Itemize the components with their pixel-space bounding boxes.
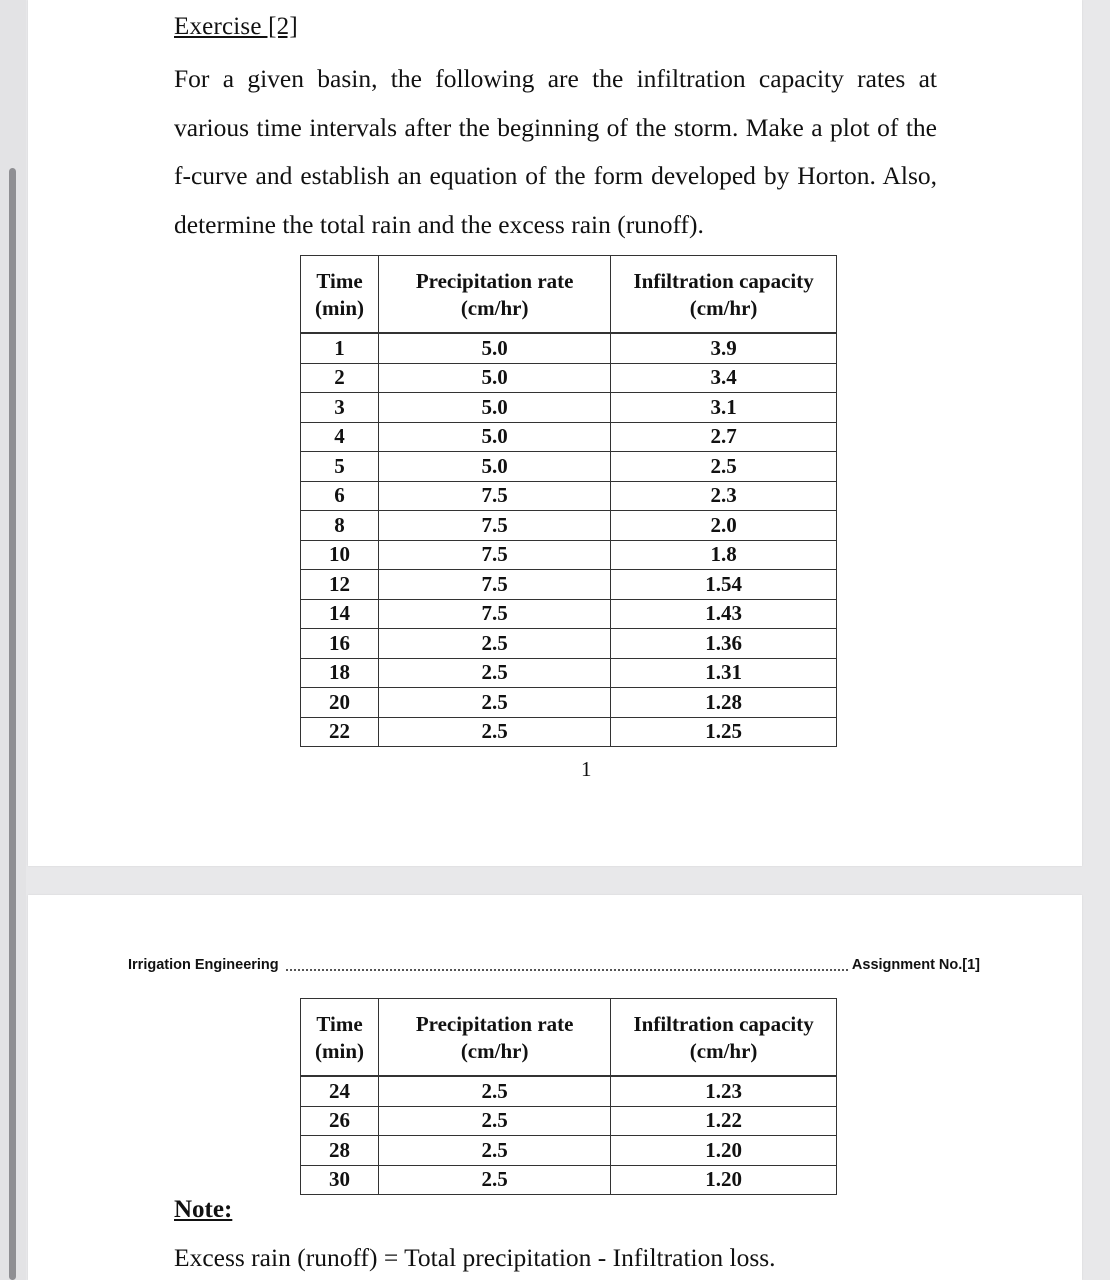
cell-time: 22 bbox=[301, 717, 379, 747]
cell-precipitation-rate: 7.5 bbox=[379, 599, 611, 629]
cell-infiltration-capacity: 3.4 bbox=[611, 363, 837, 393]
cell-precipitation-rate: 7.5 bbox=[379, 511, 611, 541]
infiltration-table-part-2 bbox=[300, 998, 837, 1195]
cell-infiltration-capacity: 1.54 bbox=[611, 570, 837, 600]
cell-precipitation-rate: 7.5 bbox=[379, 481, 611, 511]
table-header-row bbox=[301, 999, 837, 1077]
cell-time: 3 bbox=[301, 393, 379, 423]
cell-infiltration-capacity: 1.25 bbox=[611, 717, 837, 747]
cell-time: 24 bbox=[301, 1076, 379, 1106]
cell-time: 20 bbox=[301, 688, 379, 718]
header-precipitation-rate: Precipitation rate (cm/hr) bbox=[379, 256, 611, 334]
cell-infiltration-capacity: 1.23 bbox=[611, 1076, 837, 1106]
table-row bbox=[301, 688, 837, 718]
note-label: Note: bbox=[174, 1196, 233, 1223]
cell-infiltration-capacity: 1.28 bbox=[611, 688, 837, 718]
table-row bbox=[301, 1076, 837, 1106]
table-row bbox=[301, 717, 837, 747]
cell-time: 5 bbox=[301, 452, 379, 482]
running-header bbox=[128, 957, 980, 977]
table-row bbox=[301, 629, 837, 659]
header-time: Time (min) bbox=[301, 256, 379, 334]
cell-time: 14 bbox=[301, 599, 379, 629]
table-row bbox=[301, 333, 837, 363]
cell-precipitation-rate: 2.5 bbox=[379, 717, 611, 747]
cell-infiltration-capacity: 2.7 bbox=[611, 422, 837, 452]
table-row bbox=[301, 570, 837, 600]
page-number: 1 bbox=[581, 757, 592, 781]
cell-infiltration-capacity: 3.1 bbox=[611, 393, 837, 423]
cell-time: 6 bbox=[301, 481, 379, 511]
cell-precipitation-rate: 5.0 bbox=[379, 452, 611, 482]
cell-infiltration-capacity: 1.8 bbox=[611, 540, 837, 570]
table-row bbox=[301, 393, 837, 423]
cell-time: 26 bbox=[301, 1106, 379, 1136]
cell-precipitation-rate: 5.0 bbox=[379, 422, 611, 452]
cell-time: 8 bbox=[301, 511, 379, 541]
cell-precipitation-rate: 5.0 bbox=[379, 333, 611, 363]
cell-infiltration-capacity: 2.0 bbox=[611, 511, 837, 541]
exercise-title: Exercise [2] bbox=[174, 13, 298, 40]
cell-precipitation-rate: 2.5 bbox=[379, 629, 611, 659]
table-row bbox=[301, 599, 837, 629]
table-row bbox=[301, 422, 837, 452]
cell-time: 1 bbox=[301, 333, 379, 363]
table-row bbox=[301, 452, 837, 482]
cell-infiltration-capacity: 1.31 bbox=[611, 658, 837, 688]
header-assignment-number: Assignment No.[1] bbox=[851, 957, 980, 973]
document-page-2 bbox=[28, 895, 1082, 1280]
cell-time: 28 bbox=[301, 1136, 379, 1166]
cell-infiltration-capacity: 1.43 bbox=[611, 599, 837, 629]
cell-infiltration-capacity: 3.9 bbox=[611, 333, 837, 363]
cell-precipitation-rate: 2.5 bbox=[379, 1165, 611, 1195]
header-infiltration-capacity: Infiltration capacity (cm/hr) bbox=[611, 256, 837, 334]
vertical-scrollbar[interactable] bbox=[0, 0, 26, 1280]
cell-time: 4 bbox=[301, 422, 379, 452]
cell-infiltration-capacity: 1.36 bbox=[611, 629, 837, 659]
cell-precipitation-rate: 5.0 bbox=[379, 363, 611, 393]
document-page-1 bbox=[28, 0, 1082, 866]
cell-precipitation-rate: 5.0 bbox=[379, 393, 611, 423]
cell-time: 18 bbox=[301, 658, 379, 688]
table-row bbox=[301, 1165, 837, 1195]
header-time: Time (min) bbox=[301, 999, 379, 1077]
exercise-paragraph: For a given basin, the following are the infiltration capacity rates at various time intervals after the beginning of the storm. Make a plot of the f-curve and establish an equation of the form developed by Horton. Also, determine the total rain and the excess rain (runoff). bbox=[174, 64, 937, 239]
table-row bbox=[301, 1136, 837, 1166]
infiltration-table-part-1 bbox=[300, 255, 837, 747]
header-precipitation-rate: Precipitation rate (cm/hr) bbox=[379, 999, 611, 1077]
header-course-name: Irrigation Engineering bbox=[128, 957, 279, 973]
table-row bbox=[301, 511, 837, 541]
cell-precipitation-rate: 2.5 bbox=[379, 688, 611, 718]
cell-time: 12 bbox=[301, 570, 379, 600]
cell-precipitation-rate: 7.5 bbox=[379, 570, 611, 600]
table-row bbox=[301, 1106, 837, 1136]
cell-time: 2 bbox=[301, 363, 379, 393]
header-infiltration-capacity: Infiltration capacity (cm/hr) bbox=[611, 999, 837, 1077]
table-row bbox=[301, 363, 837, 393]
table-row bbox=[301, 540, 837, 570]
cell-precipitation-rate: 2.5 bbox=[379, 1076, 611, 1106]
table-row bbox=[301, 481, 837, 511]
cell-infiltration-capacity: 1.20 bbox=[611, 1165, 837, 1195]
table-header-row bbox=[301, 256, 837, 334]
cell-infiltration-capacity: 1.22 bbox=[611, 1106, 837, 1136]
scrollbar-thumb[interactable] bbox=[9, 168, 16, 1280]
cell-time: 30 bbox=[301, 1165, 379, 1195]
header-dotted-leader bbox=[286, 969, 848, 971]
cell-infiltration-capacity: 2.3 bbox=[611, 481, 837, 511]
table-row bbox=[301, 658, 837, 688]
cell-precipitation-rate: 2.5 bbox=[379, 1136, 611, 1166]
cell-time: 10 bbox=[301, 540, 379, 570]
cell-infiltration-capacity: 2.5 bbox=[611, 452, 837, 482]
cell-precipitation-rate: 2.5 bbox=[379, 1106, 611, 1136]
cell-time: 16 bbox=[301, 629, 379, 659]
cell-precipitation-rate: 7.5 bbox=[379, 540, 611, 570]
cell-infiltration-capacity: 1.20 bbox=[611, 1136, 837, 1166]
note-text: Excess rain (runoff) = Total precipitation - Infiltration loss. bbox=[174, 1243, 776, 1272]
cell-precipitation-rate: 2.5 bbox=[379, 658, 611, 688]
